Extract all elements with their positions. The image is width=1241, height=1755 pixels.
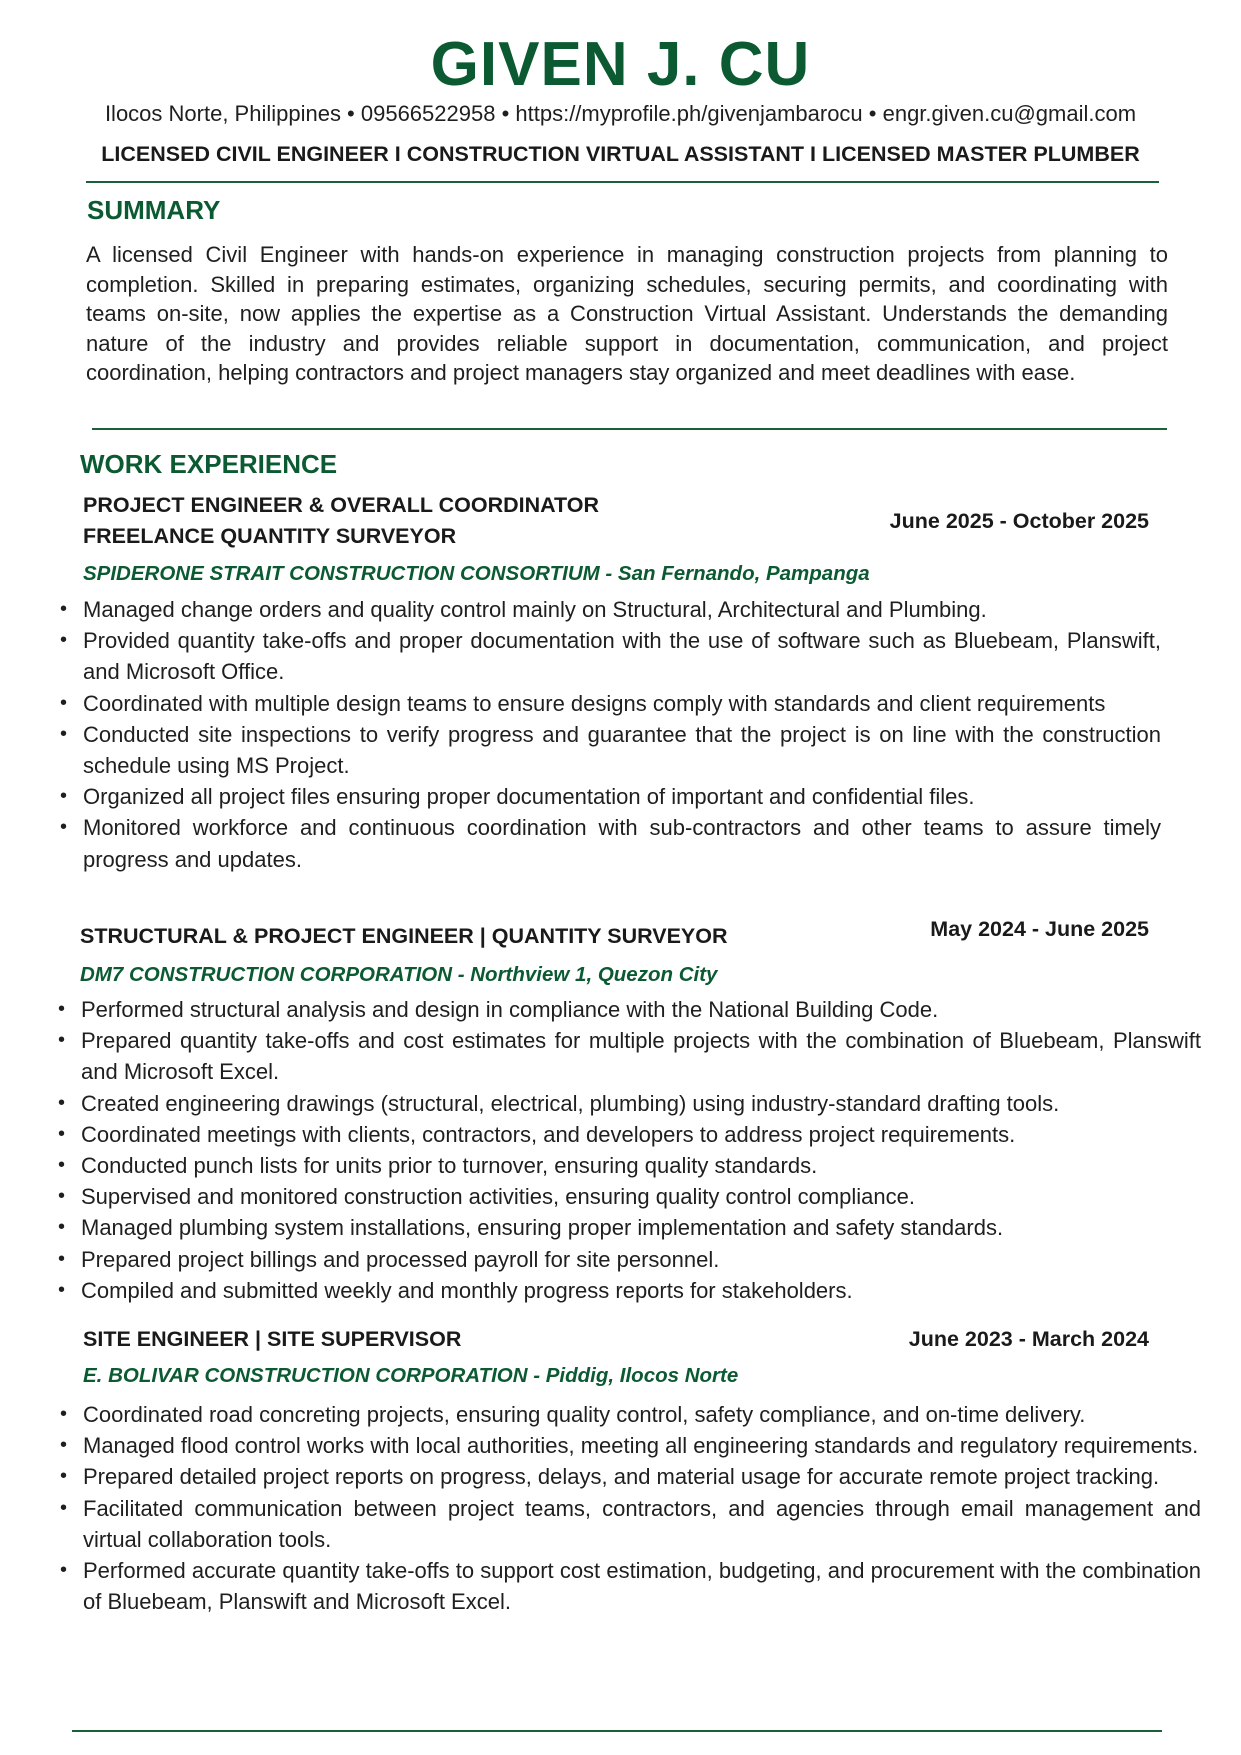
job-1-company: SPIDERONE STRAIT CONSTRUCTION CONSORTIUM - San Fernando, Pampanga (83, 562, 870, 585)
list-item: • Coordinated meetings with clients, contractors, and developers to address project requirements. (81, 1119, 1201, 1150)
bullet-icon: • (60, 1434, 68, 1457)
bullet-icon: • (60, 816, 68, 839)
list-item: • Prepared quantity take-offs and cost estimates for multiple projects with the combination of Bluebeam, Planswift and Microsoft Excel. (81, 1025, 1201, 1087)
work-experience-heading: WORK EXPERIENCE (80, 449, 338, 479)
job-1-date: June 2025 - October 2025 (889, 509, 1149, 533)
bullet-icon: • (60, 629, 68, 652)
list-item: • Organized all project files ensuring proper documentation of important and confidential files. (83, 781, 1161, 812)
job-3-title: SITE ENGINEER | SITE SUPERVISOR (83, 1327, 462, 1351)
job-2-company: DM7 CONSTRUCTION CORPORATION - Northview 1, Quezon City (80, 963, 718, 986)
footer-divider (72, 1730, 1162, 1732)
list-item: • Performed accurate quantity take-offs to support cost estimation, budgeting, and procurement with the combination of Bluebeam, Planswift and Microsoft Excel. (83, 1555, 1201, 1617)
bullet-icon: • (58, 1185, 66, 1208)
job-2-bullets (58, 994, 1201, 1306)
list-item: • Coordinated with multiple design teams to ensure designs comply with standards and client requirements (83, 688, 1161, 719)
summary-heading: SUMMARY (87, 195, 221, 225)
bullet-icon: • (58, 1247, 66, 1270)
job-3-date: June 2023 - March 2024 (908, 1327, 1149, 1351)
list-item: • Provided quantity take-offs and proper documentation with the use of software such as Bluebeam, Planswift, and Microsoft Office. (83, 625, 1161, 687)
list-item: • Conducted punch lists for units prior to turnover, ensuring quality standards. (81, 1150, 1201, 1181)
list-item: • Facilitated communication between project teams, contractors, and agencies through email management and virtual collaboration tools. (83, 1493, 1201, 1555)
list-item: • Created engineering drawings (structural, electrical, plumbing) using industry-standard drafting tools. (81, 1088, 1201, 1119)
bullet-icon: • (60, 1559, 68, 1582)
bullet-icon: • (60, 1465, 68, 1488)
bullet-icon: • (60, 1403, 68, 1425)
bullet-icon: • (60, 785, 68, 808)
bullet-icon: • (58, 1091, 66, 1114)
bullet-icon: • (58, 1029, 66, 1052)
list-item: • Prepared detailed project reports on progress, delays, and material usage for accurate remote project tracking. (83, 1461, 1201, 1492)
job-3-bullets (60, 1399, 1201, 1617)
candidate-name: GIVEN J. CU (430, 30, 811, 99)
bullet-icon: • (58, 1216, 66, 1239)
list-item: • Performed structural analysis and design in compliance with the National Building Code. (81, 994, 1201, 1025)
bullet-icon: • (60, 598, 68, 620)
job-2-title: STRUCTURAL & PROJECT ENGINEER | QUANTITY SURVEYOR (80, 924, 728, 948)
list-item: • Supervised and monitored construction activities, ensuring quality control compliance. (81, 1181, 1201, 1212)
list-item: • Managed plumbing system installations, ensuring proper implementation and safety standards. (81, 1212, 1201, 1243)
job-3-company: E. BOLIVAR CONSTRUCTION CORPORATION - Piddig, Ilocos Norte (83, 1364, 739, 1387)
job-1-title-line2: FREELANCE QUANTITY SURVEYOR (83, 524, 457, 548)
bullet-icon: • (58, 998, 66, 1020)
job-1-bullets (60, 594, 1161, 875)
header-divider (86, 181, 1159, 183)
job-2-date: May 2024 - June 2025 (930, 917, 1149, 941)
list-item: • Managed change orders and quality control mainly on Structural, Architectural and Plumbing. (83, 594, 1161, 625)
contact-line: Ilocos Norte, Philippines • 09566522958 • https://myprofile.ph/givenjambarocu • engr.given.cu@gmail.com (104, 101, 1137, 126)
bullet-icon: • (60, 722, 68, 745)
professional-headline: LICENSED CIVIL ENGINEER I CONSTRUCTION VIRTUAL ASSISTANT I LICENSED MASTER PLUMBER (101, 142, 1140, 166)
list-item: • Conducted site inspections to verify progress and guarantee that the project is on line with the construction schedule using MS Project. (83, 719, 1161, 781)
bullet-icon: • (58, 1278, 66, 1301)
summary-divider (92, 428, 1167, 430)
bullet-icon: • (60, 1496, 68, 1519)
list-item: • Monitored workforce and continuous coordination with sub-contractors and other teams to assure timely progress and updates. (83, 812, 1161, 874)
list-item: • Compiled and submitted weekly and monthly progress reports for stakeholders. (81, 1275, 1201, 1306)
bullet-icon: • (58, 1154, 66, 1177)
list-item: • Coordinated road concreting projects, ensuring quality control, safety compliance, and on-time delivery. (83, 1399, 1201, 1430)
job-1-title-line1: PROJECT ENGINEER & OVERALL COORDINATOR (83, 493, 600, 517)
bullet-icon: • (60, 691, 68, 714)
list-item: • Prepared project billings and processed payroll for site personnel. (81, 1244, 1201, 1275)
summary-text: A licensed Civil Engineer with hands-on experience in managing construction projects from planning to completion. Skilled in preparing estimates, organizing schedules, securing permits, and coordinating with teams on-site, now applies the expertise as a Construction Virtual Assistant. Understands the demanding nature of the industry and provides reliable support in documentation, communication, and project coordination, helping contractors and project managers stay organized and meet deadlines with ease. (86, 242, 1168, 386)
list-item: • Managed flood control works with local authorities, meeting all engineering standards and regulatory requirements. (83, 1430, 1201, 1461)
bullet-icon: • (58, 1122, 66, 1145)
